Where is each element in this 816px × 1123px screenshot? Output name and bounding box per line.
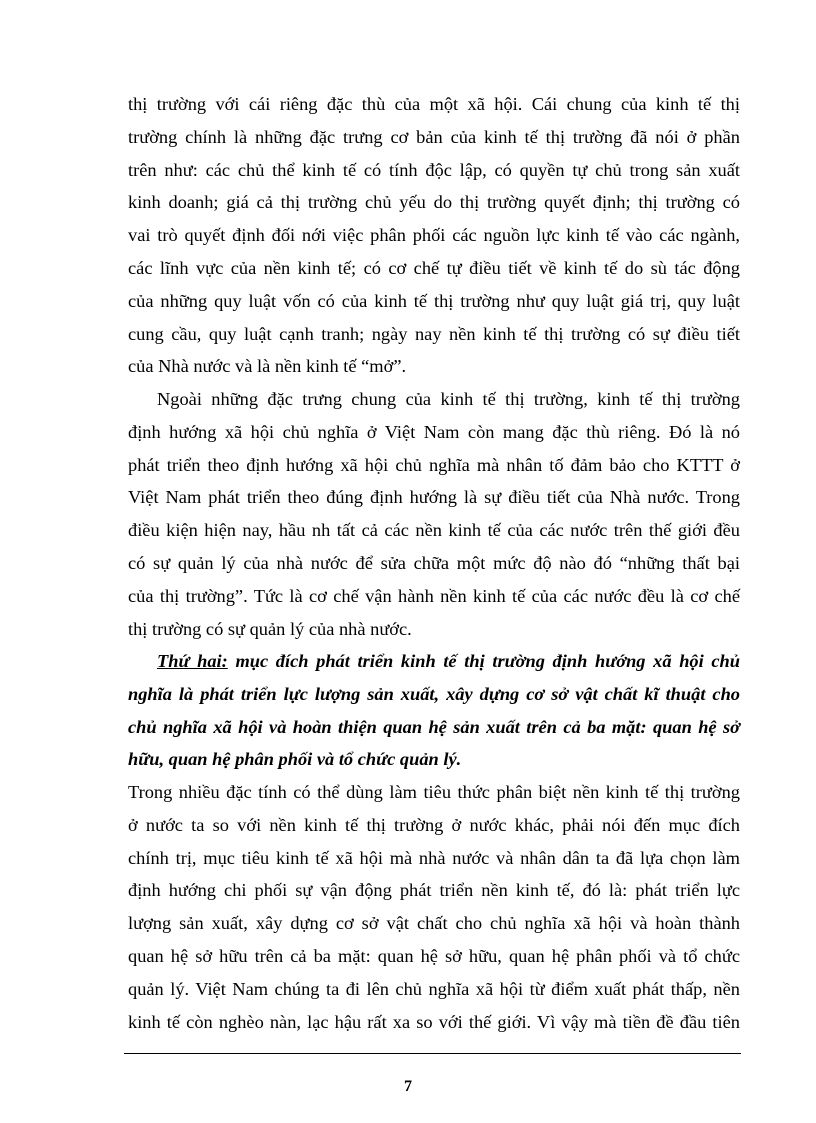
paragraph-line: ở nước ta so với nền kinh tế thị trường ở nước khác, phải nói đến mục đích <box>128 814 740 835</box>
paragraph-line: của những quy luật vốn có của kinh tế thị trường như quy luật giá trị, quy luật <box>128 290 740 311</box>
paragraph-line: định hướng xã hội chủ nghĩa ở Việt Nam còn mang đặc thù riêng. Đó là nó <box>128 421 740 442</box>
paragraph-2 <box>128 383 740 645</box>
paragraph-line: của thị trường”. Tức là cơ chế vận hành nền kinh tế của các nước đều là cơ chế <box>128 585 740 606</box>
paragraph-line: Trong nhiều đặc tính có thể dùng làm tiêu thức phân biệt nền kinh tế thị trường <box>128 782 740 802</box>
paragraph-line: có sự quản lý của nhà nước để sửa chữa một mức độ nào đó “những thất bại <box>128 552 740 573</box>
paragraph-line: chính trị, mục tiêu kinh tế xã hội mà nhà nước và nhân dân ta đã lựa chọn làm <box>128 847 740 868</box>
paragraph-line: điều kiện hiện nay, hầu nh tất cả các nền kinh tế của các nước trên thế giới đều <box>128 520 740 541</box>
paragraph-line: vai trò quyết định đối nới việc phân phối các nguồn lực kinh tế vào các ngành, <box>128 225 740 246</box>
heading-label: Thứ hai: <box>157 651 228 671</box>
paragraph-line: định hướng chi phối sự vận động phát triển nền kinh tế, đó là: phát triển lực <box>128 880 740 901</box>
paragraph-line: phát triển theo định hướng xã hội chủ nghĩa mà nhân tố đảm bảo cho KTTT ở <box>128 454 740 475</box>
paragraph-line: kinh tế còn nghèo nàn, lạc hậu rất xa so với thế giới. Vì vậy mà tiền đề đầu tiên <box>128 1011 740 1032</box>
paragraph-line: kinh doanh; giá cả thị trường chủ yếu do thị trường quyết định; thị trường có <box>128 192 740 213</box>
paragraph-line: các lĩnh vực của nền kinh tế; có cơ chế tự điều tiết về kinh tế do sù tác động <box>128 257 740 278</box>
paragraph-line: lượng sản xuất, xây dựng cơ sở vật chất cho chủ nghĩa xã hội và hoàn thành <box>128 913 740 934</box>
paragraph-line: trường chính là những đặc trưng cơ bản của kinh tế thị trường đã nói ở phần <box>128 126 740 147</box>
heading-line <box>128 645 740 678</box>
paragraph-line: của Nhà nước và là nền kinh tế “mở”. <box>128 356 407 377</box>
paragraph-line: quản lý. Việt Nam chúng ta đi lên chủ nghĩa xã hội từ điểm xuất phát thấp, nền <box>128 978 740 999</box>
heading-line: hữu, quan hệ phân phối và tổ chức quản lý. <box>128 749 462 770</box>
paragraph-3 <box>128 776 740 1038</box>
paragraph-line: Việt Nam phát triển theo đúng định hướng là sự điều tiết của Nhà nước. Trong <box>128 487 740 508</box>
paragraph-1 <box>128 88 740 383</box>
paragraph-line: thị trường có sự quản lý của nhà nước. <box>128 618 412 639</box>
footer-divider <box>124 1053 741 1054</box>
paragraph-line: quan hệ sở hữu trên cả ba mặt: quan hệ sở hữu, quan hệ phân phối và tổ chức <box>128 945 740 966</box>
heading-line: chủ nghĩa xã hội và hoàn thiện quan hệ sản xuất trên cả ba mặt: quan hệ sở <box>128 716 740 737</box>
paragraph-line: cung cầu, quy luật cạnh tranh; ngày nay nền kinh tế thị trường có sự điều tiết <box>128 323 740 344</box>
paragraph-line: Ngoài những đặc trưng chung của kinh tế thị trường, kinh tế thị trường <box>157 389 740 409</box>
paragraph-line: thị trường với cái riêng đặc thù của một xã hội. Cái chung của kinh tế thị <box>128 94 740 114</box>
heading-text: mục đích phát triển kinh tế thị trường định hướng xã hội chủ <box>227 651 740 671</box>
section-heading <box>128 645 740 776</box>
paragraph-line: trên như: các chủ thể kinh tế có tính độc lập, có quyền tự chủ trong sản xuất <box>128 159 740 180</box>
heading-line: nghĩa là phát triển lực lượng sản xuất, xây dựng cơ sở vật chất kĩ thuật cho <box>128 683 740 704</box>
page-number: 7 <box>404 1078 412 1095</box>
